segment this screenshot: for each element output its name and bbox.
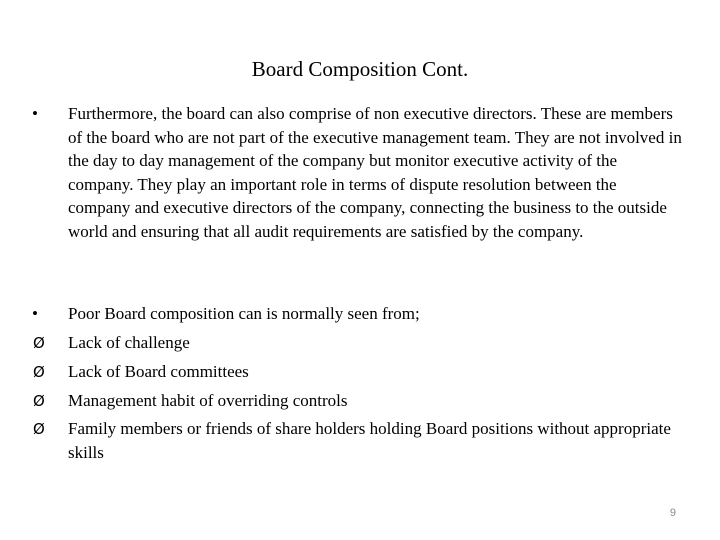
list-item: [32, 331, 682, 355]
list-item-text: Lack of Board committees: [68, 362, 249, 381]
list-item-text: Poor Board composition can is normally seen from;: [68, 304, 420, 323]
arrow-bullet-icon: Ø: [33, 392, 45, 410]
list-item: [32, 360, 682, 384]
slide-title: Board Composition Cont.: [251, 57, 469, 81]
arrow-bullet-icon: Ø: [33, 334, 45, 352]
intro-bullet-text: Furthermore, the board can also comprise of non executive directors. These are members of the board who are not part of the executive management team. They are not involved in the day to day management of the company but monitor executive activity of the company. They play an important role in terms of dispute resolution between the company and executive directors of the company, connecting the business to the outside world and ensuring that all audit requirements are satisfied by the company.: [68, 104, 682, 241]
list-item-text: Family members or friends of share holders holding Board positions without appropriate skills: [68, 419, 671, 462]
bullet-dot-icon: •: [32, 304, 38, 323]
bullet-dot-icon: •: [32, 104, 38, 123]
list-item: [32, 417, 682, 465]
arrow-bullet-icon: Ø: [33, 420, 45, 438]
list-item-text: Management habit of overriding controls: [68, 391, 348, 410]
list-item: [32, 389, 682, 413]
intro-bullet: [32, 102, 682, 244]
list-item-text: Lack of challenge: [68, 333, 190, 352]
arrow-bullet-icon: Ø: [33, 363, 45, 381]
list-item: [32, 302, 682, 326]
page-number: 9: [669, 507, 676, 519]
